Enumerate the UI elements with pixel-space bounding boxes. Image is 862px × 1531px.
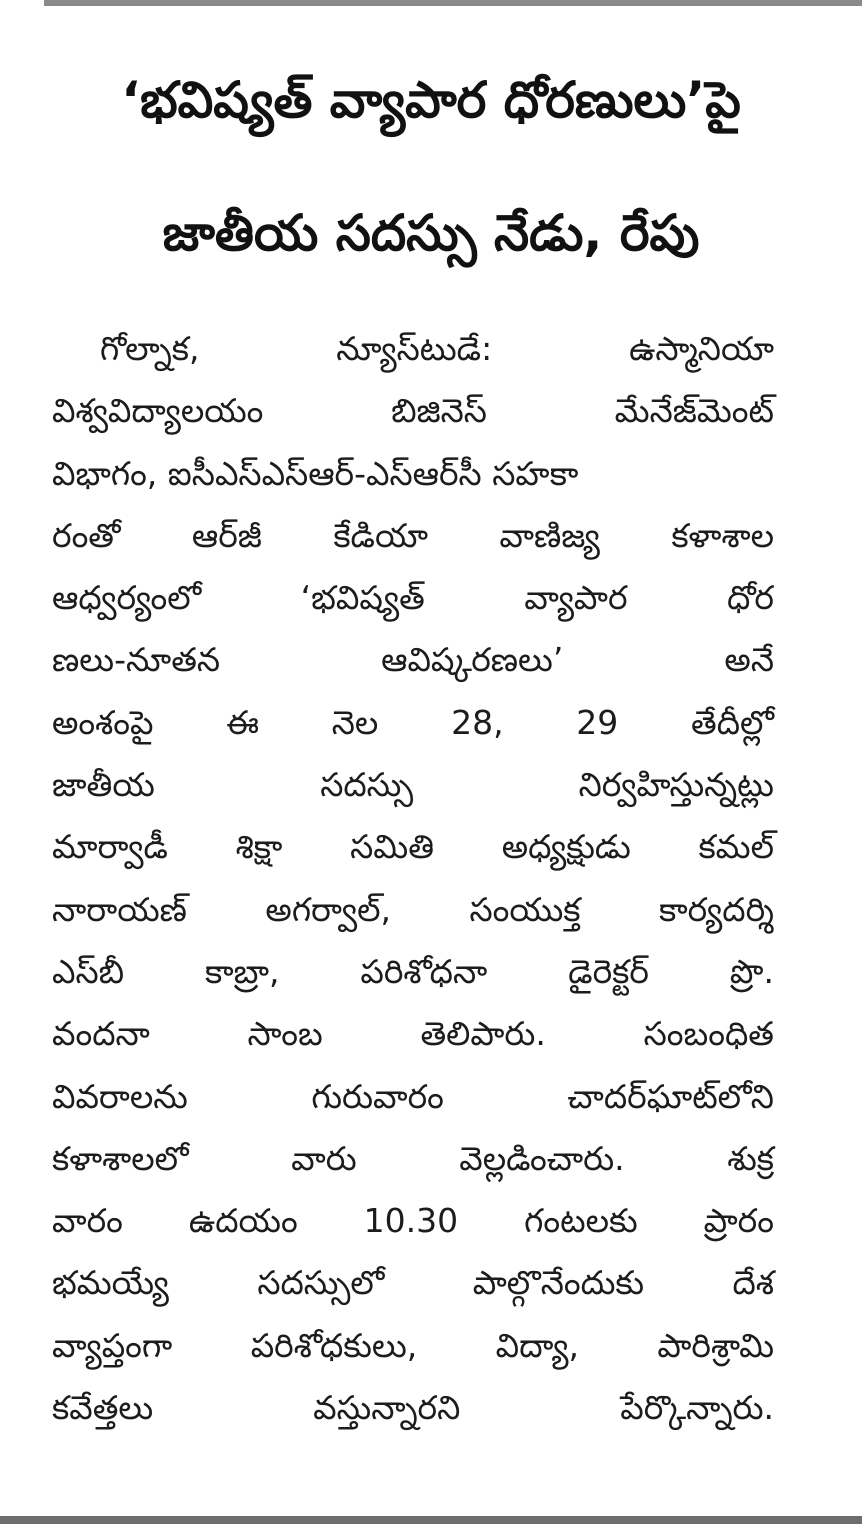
body-line — [52, 380, 774, 442]
body-line — [52, 629, 774, 691]
body-word: పారిశ్రామి — [657, 1325, 774, 1365]
body-word: కేడియా — [333, 515, 429, 555]
body-word: కార్యదర్శి — [659, 889, 774, 929]
body-line — [52, 1003, 774, 1065]
body-word: వస్తున్నారని — [313, 1388, 461, 1428]
body-word: సాంబ — [247, 1014, 323, 1054]
body-word: కళాశాలలో — [52, 1138, 189, 1178]
body-word: పాల్గొనేందుకు — [472, 1263, 645, 1303]
body-line — [52, 816, 774, 878]
body-word: తెలిపారు. — [420, 1014, 546, 1054]
body-line — [52, 941, 774, 1003]
body-word: గంటలకు — [524, 1201, 638, 1241]
body-line — [52, 505, 774, 567]
body-word: ణలు-నూతన — [52, 640, 221, 680]
body-word: పేర్కొన్నారు. — [620, 1388, 774, 1428]
body-word: ఈ — [226, 702, 260, 742]
body-word: వ్యాపార — [524, 578, 628, 618]
body-word: బిజినెస్ — [391, 391, 487, 431]
body-word: పరిశోధకులు, — [250, 1325, 418, 1365]
body-line — [52, 443, 774, 505]
body-word: కాబ్రా, — [204, 951, 280, 991]
body-word: సదస్సు — [320, 765, 414, 805]
body-line — [52, 567, 774, 629]
body-word: విశ్వవిద్యాలయం — [52, 391, 264, 431]
body-word: ప్రారం — [703, 1201, 774, 1241]
body-line — [52, 1128, 774, 1190]
body-word: వెల్లడించారు. — [459, 1138, 625, 1178]
headline-line-2: జాతీయ సదస్సు నేడు, రేపు — [162, 204, 700, 262]
body-word: ‘భవిష్యత్ — [300, 578, 425, 618]
article-body — [52, 318, 774, 1439]
body-word: ఉదయం — [188, 1201, 298, 1241]
body-word: శుక్ర — [727, 1138, 774, 1178]
body-line — [52, 692, 774, 754]
body-word: సదస్సులో — [257, 1263, 385, 1303]
body-line — [52, 1190, 774, 1252]
body-word: విభాగం, ఐసీఎస్‌ఎస్‌ఆర్-ఎస్‌ఆర్‌సీ సహకా — [52, 453, 579, 493]
body-word: గురువారం — [311, 1076, 444, 1116]
body-word: నిర్వహిస్తున్నట్లు — [578, 765, 774, 805]
body-word: భమయ్యే — [52, 1263, 169, 1303]
body-word: దేశ — [732, 1263, 774, 1303]
body-line — [52, 1066, 774, 1128]
bottom-border-rule — [0, 1516, 862, 1524]
body-word: పరిశోధనా — [360, 951, 488, 991]
body-word: ఆధ్వర్యంలో — [52, 578, 202, 618]
body-word: వారం — [52, 1201, 123, 1241]
body-word: ఆవిష్కరణలు’ — [381, 640, 564, 680]
body-word: కవేత్తలు — [52, 1388, 154, 1428]
body-word: సంయుక్త — [469, 889, 581, 929]
body-word: శిక్షా — [235, 827, 283, 867]
body-word: ఆర్‌జీ — [191, 515, 262, 555]
body-line — [52, 318, 774, 380]
body-word: తేదీల్లో — [691, 702, 774, 742]
body-word: 29 — [576, 702, 619, 742]
body-word: విద్యా, — [495, 1325, 580, 1365]
body-line — [52, 1315, 774, 1377]
body-line — [52, 1252, 774, 1314]
body-word: నారాయణ్ — [52, 889, 187, 929]
body-word: చాదర్‌ఘాట్‌లోని — [567, 1076, 774, 1116]
body-word: డైరెక్టర్ — [568, 951, 649, 991]
body-line — [52, 879, 774, 941]
body-word: నెల — [331, 702, 379, 742]
body-word: రంతో — [52, 515, 121, 555]
body-word: న్యూస్‌టుడే: — [336, 329, 493, 368]
body-word: మేనేజ్‌మెంట్ — [614, 391, 774, 431]
body-word: వాణిజ్య — [499, 515, 600, 555]
body-word: వారు — [291, 1138, 357, 1178]
body-word: ప్రొ. — [729, 951, 774, 991]
body-word: కమల్ — [698, 827, 774, 867]
body-word: కళాశాల — [671, 515, 774, 555]
body-word: ధోర — [726, 578, 774, 618]
body-word: 10.30 — [363, 1201, 459, 1241]
body-word: జాతీయ — [52, 765, 155, 805]
top-border-rule — [44, 0, 862, 6]
body-word: మార్వాడీ — [52, 827, 168, 867]
body-line — [52, 754, 774, 816]
body-word: ఎస్‌బీ — [52, 951, 125, 991]
body-word: వ్యాప్తంగా — [52, 1325, 173, 1365]
body-word: వందనా — [52, 1014, 150, 1054]
headline-line-1: ‘భవిష్యత్ వ్యాపార ధోరణులు’పై — [121, 71, 741, 129]
body-word: 28, — [451, 702, 504, 742]
body-word: గోల్నాక, — [100, 329, 200, 368]
body-word: అగర్వాల్, — [265, 889, 391, 929]
body-word: అంశంపై — [52, 702, 154, 742]
body-word: ఉస్మానియా — [629, 329, 774, 368]
body-word: సమితి — [350, 827, 434, 867]
body-word: అధ్యక్షుడు — [501, 827, 631, 867]
body-word: అనే — [724, 640, 774, 680]
body-word: సంబంధిత — [643, 1014, 774, 1054]
body-line — [52, 1377, 774, 1439]
body-word: వివరాలను — [52, 1076, 188, 1116]
